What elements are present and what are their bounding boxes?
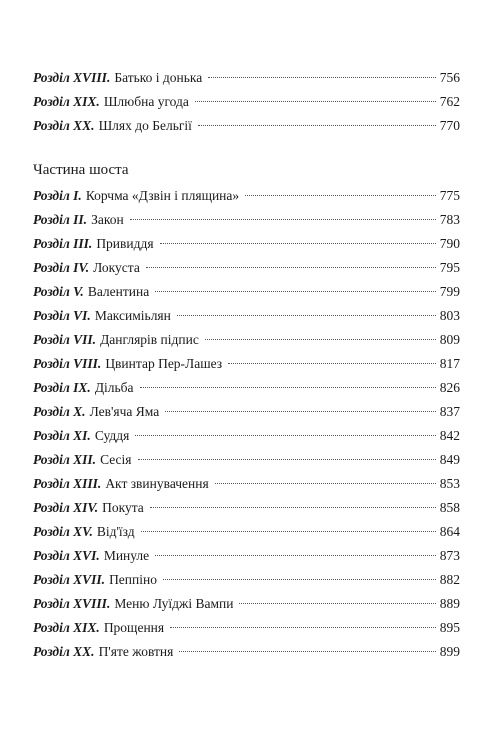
chapter-title: Шлях до Бельгії [98, 118, 192, 133]
toc-entry[interactable] [33, 280, 460, 304]
dot-leader [140, 386, 436, 388]
page-number: 795 [439, 260, 460, 275]
dot-leader [146, 266, 436, 268]
dot-leader [228, 362, 436, 364]
page-number: 799 [439, 284, 460, 299]
toc-entry[interactable] [33, 520, 460, 544]
chapter-title: Корчма «Дзвін і плящина» [85, 188, 240, 203]
chapter-number: Розділ IV. [33, 260, 90, 275]
part-heading: Частина шоста [33, 162, 129, 178]
page-number: 889 [439, 596, 460, 611]
chapter-number: Розділ XIX. [33, 620, 100, 635]
chapter-number: Розділ IX. [33, 380, 91, 395]
chapter-number: Розділ XVII. [33, 572, 106, 587]
chapter-number: Розділ XX. [33, 118, 95, 133]
toc-entry[interactable] [33, 616, 460, 640]
page-number: 826 [439, 380, 460, 395]
toc-entry[interactable] [33, 352, 460, 376]
page-number: 882 [439, 572, 460, 587]
chapter-number: Розділ XI. [33, 428, 91, 443]
dot-leader [141, 530, 436, 532]
page-number: 864 [439, 524, 460, 539]
chapter-number: Розділ XVIII. [33, 596, 111, 611]
chapter-title: Локуста [93, 260, 140, 275]
toc-entry[interactable] [33, 496, 460, 520]
dot-leader [155, 290, 436, 292]
toc-entry[interactable] [33, 66, 460, 90]
toc-entry[interactable] [33, 424, 460, 448]
chapter-title: Пеппіно [109, 572, 157, 587]
dot-leader [208, 76, 436, 78]
chapter-number: Розділ XVI. [33, 548, 100, 563]
page-number: 756 [439, 70, 460, 85]
toc-entry[interactable] [33, 544, 460, 568]
chapter-title: Покута [102, 500, 144, 515]
chapter-number: Розділ II. [33, 212, 88, 227]
page-number: 762 [439, 94, 460, 109]
toc-list [33, 184, 460, 664]
toc-entry[interactable] [33, 640, 460, 664]
chapter-title: Батько і донька [114, 70, 203, 85]
toc-entry[interactable] [33, 328, 460, 352]
chapter-title: Від'їзд [96, 524, 135, 539]
chapter-number: Розділ VI. [33, 308, 91, 323]
dot-leader [138, 458, 436, 460]
chapter-title: Сесія [100, 452, 132, 467]
dot-leader [245, 194, 436, 196]
dot-leader [150, 506, 436, 508]
page-number: 770 [439, 118, 460, 133]
page-number: 858 [439, 500, 460, 515]
chapter-number: Розділ XIV. [33, 500, 99, 515]
dot-leader [179, 650, 435, 652]
chapter-title: Привиддя [96, 236, 154, 251]
chapter-title: Цвинтар Пер-Лашез [105, 356, 223, 371]
toc-section-continued [33, 66, 460, 138]
chapter-number: Розділ V. [33, 284, 84, 299]
page-number: 895 [439, 620, 460, 635]
dot-leader [155, 554, 436, 556]
chapter-number: Розділ VIII. [33, 356, 102, 371]
chapter-title: Дільба [94, 380, 134, 395]
page-number: 790 [439, 236, 460, 251]
dot-leader [170, 626, 436, 628]
toc-entry[interactable] [33, 568, 460, 592]
chapter-title: П'яте жовтня [98, 644, 174, 659]
dot-leader [205, 338, 436, 340]
dot-leader [215, 482, 436, 484]
dot-leader [165, 410, 436, 412]
toc-entry[interactable] [33, 256, 460, 280]
chapter-title: Закон [91, 212, 124, 227]
toc-entry[interactable] [33, 592, 460, 616]
chapter-number: Розділ XIII. [33, 476, 102, 491]
dot-leader [135, 434, 435, 436]
dot-leader [239, 602, 435, 604]
chapter-title: Меню Луїджі Вампи [114, 596, 234, 611]
chapter-number: Розділ XX. [33, 644, 95, 659]
chapter-number: Розділ III. [33, 236, 93, 251]
chapter-title: Валентина [87, 284, 150, 299]
chapter-number: Розділ XV. [33, 524, 93, 539]
page-number: 899 [439, 644, 460, 659]
toc-entry[interactable] [33, 448, 460, 472]
toc-entry[interactable] [33, 304, 460, 328]
dot-leader [198, 124, 436, 126]
chapter-title: Суддя [94, 428, 130, 443]
page-number: 873 [439, 548, 460, 563]
toc-entry[interactable] [33, 184, 460, 208]
page-number: 853 [439, 476, 460, 491]
chapter-title: Максиміьлян [94, 308, 171, 323]
toc-entry[interactable] [33, 232, 460, 256]
dot-leader [195, 100, 436, 102]
toc-section-part-six [33, 160, 460, 664]
chapter-title: Акт звинувачення [105, 476, 209, 491]
toc-entry[interactable] [33, 400, 460, 424]
page-number: 837 [439, 404, 460, 419]
page-number: 842 [439, 428, 460, 443]
chapter-number: Розділ I. [33, 188, 82, 203]
page-number: 783 [439, 212, 460, 227]
toc-entry[interactable] [33, 472, 460, 496]
chapter-number: Розділ X. [33, 404, 86, 419]
chapter-number: Розділ VII. [33, 332, 97, 347]
page-number: 849 [439, 452, 460, 467]
page-number: 803 [439, 308, 460, 323]
chapter-title: Прощення [103, 620, 165, 635]
chapter-title: Шлюбна угода [103, 94, 189, 109]
chapter-title: Лев'яча Яма [89, 404, 160, 419]
page-number: 775 [439, 188, 460, 203]
toc-entry[interactable] [33, 114, 460, 138]
chapter-number: Розділ XVIII. [33, 70, 111, 85]
dot-leader [163, 578, 436, 580]
chapter-number: Розділ XII. [33, 452, 97, 467]
toc-entry[interactable] [33, 208, 460, 232]
page-number: 809 [439, 332, 460, 347]
toc-entry[interactable] [33, 376, 460, 400]
toc-entry[interactable] [33, 90, 460, 114]
chapter-number: Розділ XIX. [33, 94, 100, 109]
chapter-title: Данглярів підпис [100, 332, 199, 347]
page-number: 817 [439, 356, 460, 371]
dot-leader [177, 314, 436, 316]
dot-leader [130, 218, 436, 220]
dot-leader [160, 242, 436, 244]
chapter-title: Минуле [103, 548, 150, 563]
